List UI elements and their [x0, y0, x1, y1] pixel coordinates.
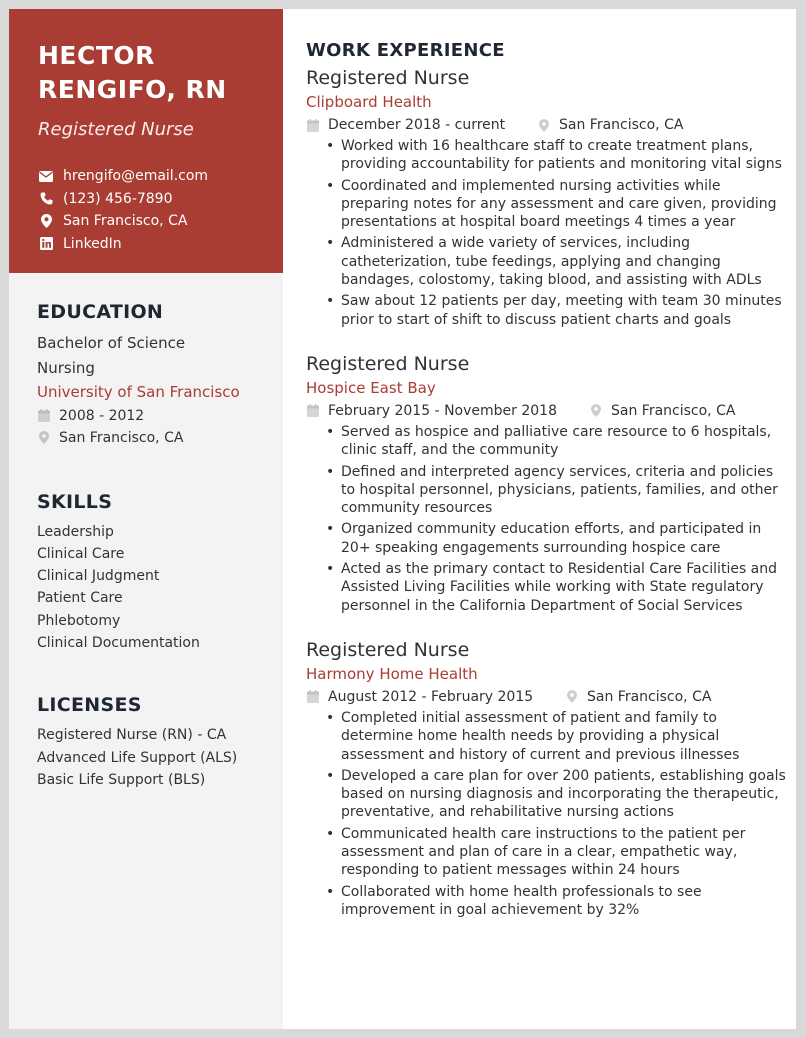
job-meta [306, 399, 786, 423]
linkedin-icon [38, 237, 54, 251]
job-location-text: San Francisco, CA [611, 402, 736, 419]
skill-item: Clinical Care [37, 545, 125, 562]
skills-heading: SKILLS [37, 490, 113, 513]
main-content [306, 9, 786, 922]
job-location [589, 403, 735, 419]
company-name: Harmony Home Health [306, 664, 478, 683]
job-entry [306, 65, 786, 329]
map-pin-icon [589, 404, 603, 417]
license-item: Advanced Life Support (ALS) [37, 749, 238, 766]
job-dates: February 2015 - November 2018 [328, 402, 557, 419]
bullet-item: • Coordinated and implemented nursing activities while preparing notes for any assessment and care given, providing presentations at hospital board meetings 4 times a year [326, 177, 786, 232]
job-dates: August 2012 - February 2015 [328, 688, 534, 705]
school-name: University of San Francisco [37, 383, 240, 401]
bullet-item: • Acted as the primary contact to Residential Care Facilities and Assisted Living Facilities while working with State regulatory personnel in the California Department of Social Services [326, 560, 786, 615]
bullet-item: • Collaborated with home health professionals to see improvement in goal achievement by 32% [326, 883, 786, 920]
contact-linkedin[interactable] [38, 233, 263, 256]
experience-heading: WORK EXPERIENCE [306, 40, 505, 61]
name-line-1: HECTOR [38, 41, 155, 70]
company-name: Hospice East Bay [306, 378, 436, 397]
calendar-icon [37, 409, 51, 422]
name-line-2: RENGIFO, RN [38, 75, 227, 104]
candidate-title: Registered Nurse [38, 119, 194, 140]
calendar-icon [306, 690, 320, 703]
bullet-item: • Administered a wide variety of services, including catheterization, tube feedings, applying and changing bandages, colostomy, taking blood, and assisting with ADLs [326, 234, 786, 289]
calendar-icon [306, 404, 320, 417]
bullet-item: • Developed a care plan for over 200 patients, establishing goals based on nursing diagnosis and incorporating the therapeutic, preventative, and rehabilitative nursing actions [326, 767, 786, 822]
skill-item: Clinical Judgment [37, 568, 160, 585]
job-location [537, 117, 683, 133]
map-pin-icon [537, 119, 551, 132]
skills-section [9, 491, 283, 655]
education-location [37, 427, 263, 449]
calendar-icon [306, 119, 320, 132]
bullet-item: • Served as hospice and palliative care resource to 6 hospitals, clinic staff, and the community [326, 423, 786, 460]
degree-line-1: Bachelor of Science [37, 334, 186, 352]
company-name: Clipboard Health [306, 93, 432, 111]
education-dates-text: 2008 - 2012 [59, 407, 145, 424]
license-item: Registered Nurse (RN) - CA [37, 727, 227, 744]
job-dates: December 2018 - current [328, 117, 506, 133]
license-item: Basic Life Support (BLS) [37, 771, 206, 788]
map-pin-icon [38, 214, 54, 228]
contact-list [38, 165, 263, 255]
phone-text: (123) 456-7890 [63, 190, 173, 207]
licenses-heading: LICENSES [37, 694, 142, 717]
linkedin-text: LinkedIn [63, 235, 122, 252]
skill-item: Clinical Documentation [37, 634, 200, 651]
contact-phone[interactable] [38, 188, 263, 211]
bullet-item: • Organized community education efforts, and participated in 20+ speaking engagements surrounding hospice care [326, 520, 786, 557]
job-entry [306, 637, 786, 919]
education-heading: EDUCATION [37, 301, 164, 323]
email-text: hrengifo@email.com [63, 168, 209, 185]
skill-item: Leadership [37, 523, 114, 540]
header-block [9, 9, 283, 273]
phone-icon [38, 192, 54, 206]
job-bullets [326, 709, 786, 919]
job-location-text: San Francisco, CA [587, 688, 712, 705]
job-bullets [326, 137, 786, 329]
bullet-item: • Completed initial assessment of patient and family to determine home health needs by providing a physical assessment and history of current and previous illnesses [326, 709, 786, 764]
bullet-item: • Saw about 12 patients per day, meeting with team 30 minutes prior to start of shift to discuss patient charts and goals [326, 292, 786, 329]
degree-line-2: Nursing [37, 358, 95, 377]
job-location [565, 689, 711, 705]
job-title: Registered Nurse [306, 67, 470, 89]
education-dates [37, 405, 263, 427]
job-title: Registered Nurse [306, 638, 470, 661]
job-meta [306, 113, 786, 137]
candidate-name [38, 39, 263, 107]
licenses-section [9, 694, 283, 791]
envelope-icon [38, 169, 54, 183]
job-location-text: San Francisco, CA [559, 117, 684, 133]
skill-item: Phlebotomy [37, 612, 121, 629]
resume-page [9, 9, 796, 1029]
contact-location [38, 210, 263, 233]
skill-item: Patient Care [37, 590, 123, 607]
bullet-item: • Communicated health care instructions to the patient per assessment and plan of care in a clear, empathetic way, responding to patient messages within 24 hours [326, 825, 786, 880]
map-pin-icon [565, 690, 579, 703]
bullet-item: • Defined and interpreted agency services, criteria and policies to hospital personnel, physicians, patients, families, and other community resources [326, 463, 786, 518]
education-location-text: San Francisco, CA [59, 429, 184, 446]
location-text: San Francisco, CA [63, 213, 188, 230]
map-pin-icon [37, 431, 51, 444]
job-bullets [326, 423, 786, 615]
job-meta [306, 685, 786, 709]
job-entry [306, 351, 786, 615]
education-section [9, 301, 283, 449]
contact-email[interactable] [38, 165, 263, 188]
sidebar [9, 9, 283, 1029]
bullet-item: • Worked with 16 healthcare staff to create treatment plans, providing accountability for patients and monitoring vital signs [326, 137, 786, 174]
job-title: Registered Nurse [306, 352, 470, 375]
